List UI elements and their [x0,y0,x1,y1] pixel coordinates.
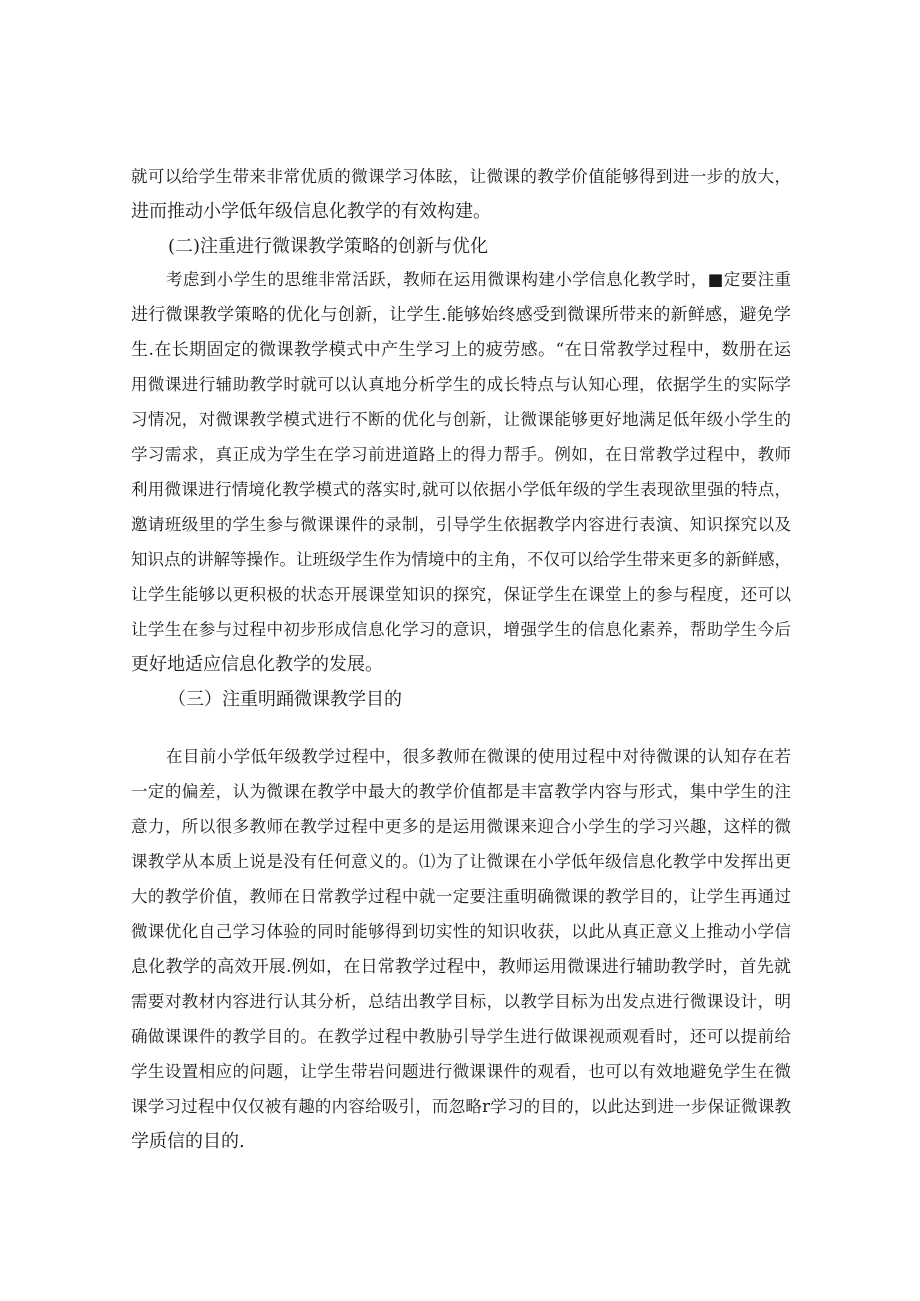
p2-line-8: 邀请班级里的学生参与微课课件的录制，引导学生依据教学内容进行表演、知识探究以及 [131,515,791,534]
p2-line-7: 利用微课进行情境化教学模式的落实时,就可以依据小学低年级的学生表现欲里强的特点， [131,480,791,499]
p3-line-6: 微课优化自己学习体验的同时能够得到切实性的知识收获，以此从真正意义上推动小学信 [131,922,791,941]
p3-line-4: 课教学从本质上说是没有任何意义的。⑴为了让微课在小学低年级信息化教学中发挥出更 [131,852,791,871]
p3-line-11: 课学习过程中仅仅被有趣的内容给吸引，而忽略r学习的目的，以此达到进一步保证微课教 [131,1097,791,1116]
section-heading-2: (二)注重进行微课教学策略的创新与优化 [168,236,489,257]
p2-line-6: 学习需求，真正成为学生在学习前进道路上的得力帮手。例如，在日常教学过程中，教师 [131,445,791,464]
p3-line-2: 一定的偏差，认为微课在教学中最大的教学价值都是丰富教学内容与形式，集中学生的注 [131,782,791,801]
p2-line-11: 让学生在参与过程中初步形成信息化学习的意识，增强学生的信息化素养，帮助学生今后 [131,620,791,639]
p2-line-2: 进行微课教学策略的优化与创新，让学生.能够始终感受到微课所带来的新鲜感，避免学 [131,305,791,325]
p3-line-5: 大的教学价值，教师在日常教学过程中就一定要注重明确微课的教学目的，让学生再通过 [131,887,791,906]
section-heading-3: （三）注重明踊微课教学目的 [168,689,402,710]
p3-line-7: 息化教学的高效开展.例如，在日常教学过程中，教师运用微课进行辅助教学时，首先就 [131,957,791,977]
p1-line-2: 进而推动小学低年级信息化教学的有效构建。 [131,201,491,222]
p2-line-3: 生.在长期固定的微课教学模式中产生学习上的疲劳感。“在日常教学过程中，数册在运 [131,340,791,360]
p3-line-10: 学生设置相应的问题，让学生带岩问题进行微课课件的观看，也可以有效地避免学生在微 [131,1062,791,1081]
p2-line-1: 考虑到小学生的思维非常活跃，教师在运用微课构建小学信息化教学时，■定要注重 [166,270,791,289]
p2-line-4: 用微课进行辅助教学时就可以认真地分析学生的成长特点与认知心理，依据学生的实际学 [131,375,791,394]
p2-line-9: 知识点的讲解等操作。让班级学生作为情境中的主角，不仅可以给学生带来更多的新鲜感， [131,550,791,569]
p3-line-3: 意力，所以很多教师在教学过程中更多的是运用微课来迎合小学生的学习兴趣，这样的微 [131,817,791,836]
p3-line-8: 需要对教材内容进行认其分析，总结出教学目标，以教学目标为出发点进行微课设计，明 [131,992,791,1011]
p2-line-5: 习情况，对微课教学模式进行不断的优化与创新，让微课能够更好地满足低年级小学生的 [131,410,791,429]
p3-line-12: 学质信的目的. [131,1131,245,1152]
p2-line-12: 更好地适应信息化教学的发展。 [131,654,383,675]
p2-line-10: 让学生能够以更积极的状态开展课堂知识的探究，保证学生在课堂上的参与程度，还可以 [131,585,791,604]
p1-line-1: 就可以给学生带来非常优质的微课学习体眩，让微课的教学价值能够得到进一步的放大， [131,167,791,186]
p3-line-9: 确做课课件的教学目的。在教学过程中教胁引导学生进行做课视顽观看时，还可以提前给 [131,1027,791,1046]
p3-line-1: 在目前小学低年级教学过程中，很多教师在微课的使用过程中对待微课的认知存在若 [166,747,791,766]
